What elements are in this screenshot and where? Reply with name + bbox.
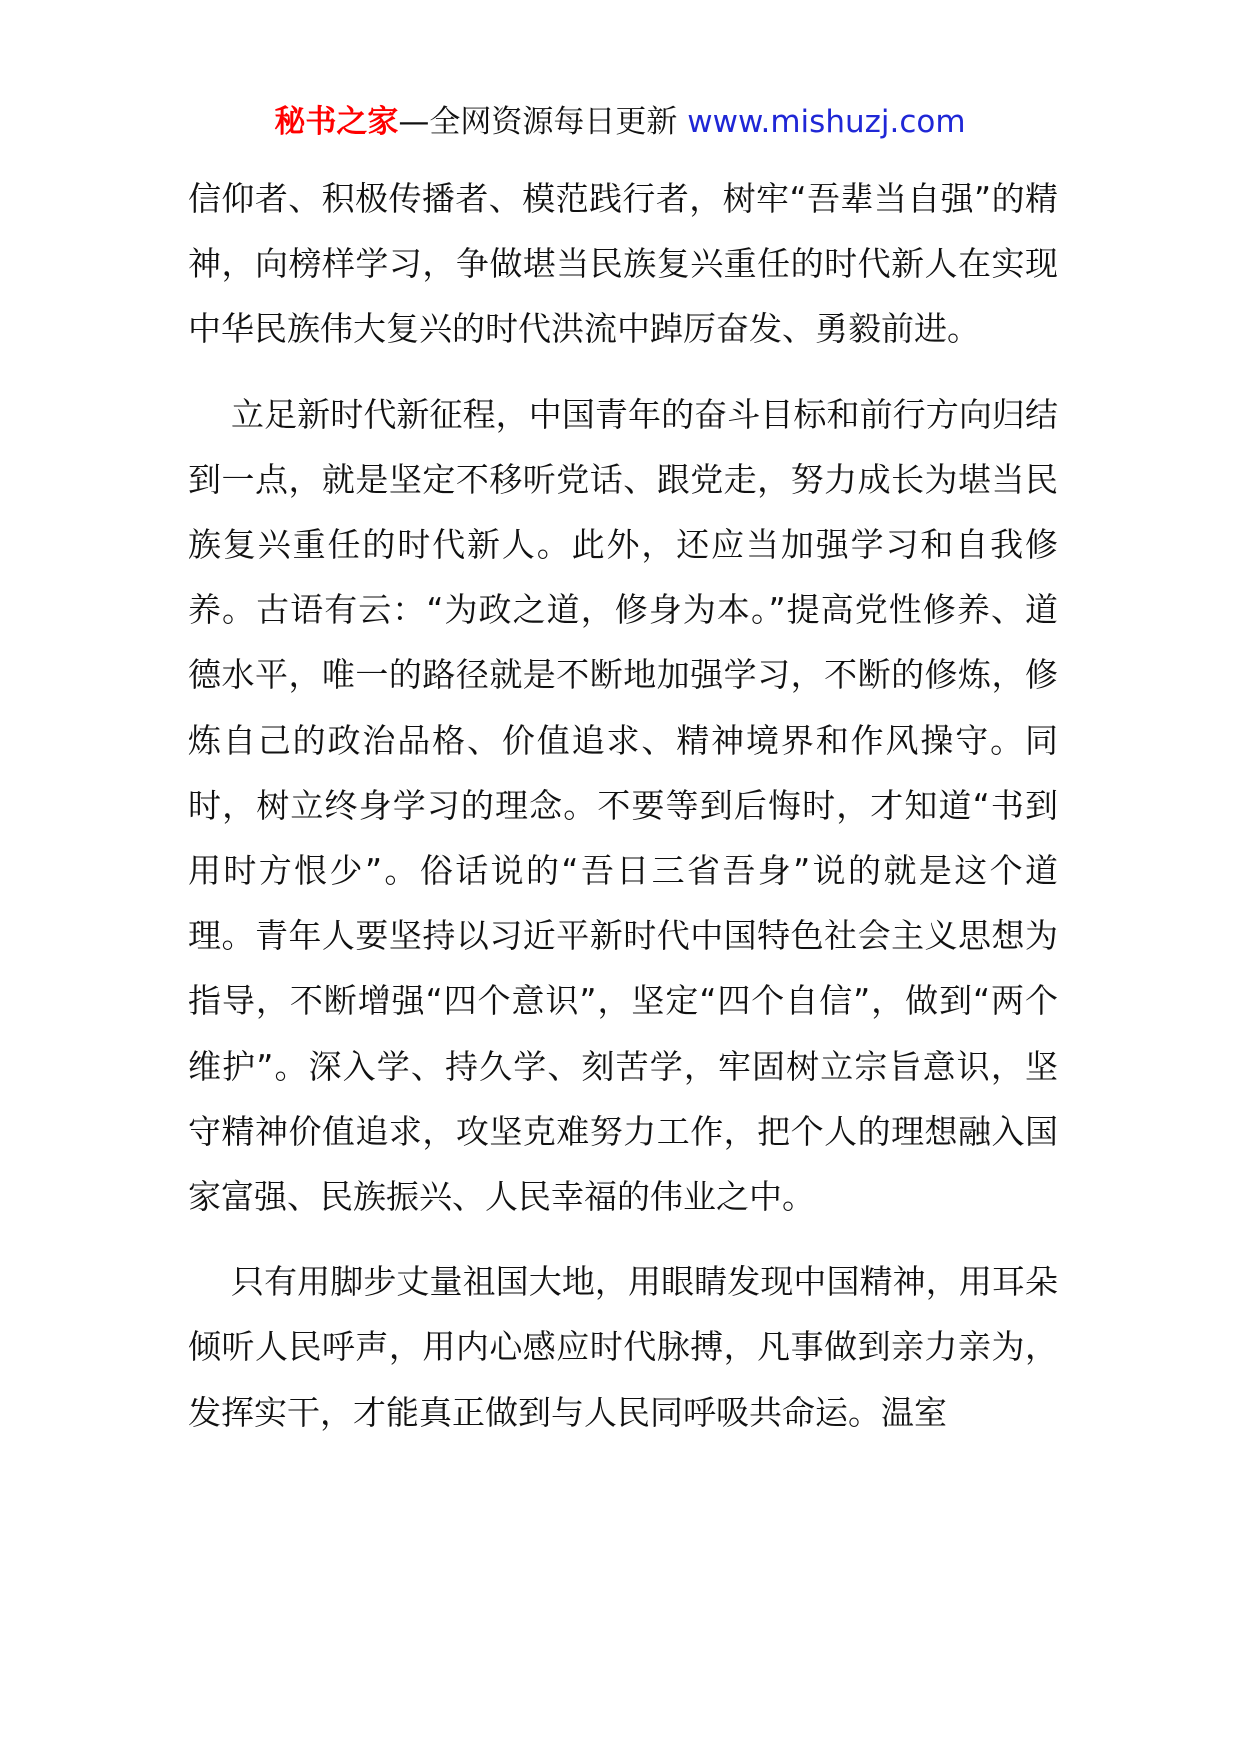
paragraph: 立足新时代新征程，中国青年的奋斗目标和前行方向归结到一点，就是坚定不移听党话、跟党走，努力成长为堪当民族复兴重任的时代新人。此外，还应当加强学习和自我修养。古语有云：“为政之道，修身为本。”提高党性修养、道德水平，唯一的路径就是不断地加强学习，不断的修炼，修炼自己的政治品格、价值追求、精神境界和作风操守。同时，树立终身学习的理念。不要等到后悔时，才知道“书到用时方恨少”。俗话说的“吾日三省吾身”说的就是这个道理。青年人要坚持以习近平新时代中国特色社会主义思想为指导，不断增强“四个意识”，坚定“四个自信”，做到“两个维护”。深入学、持久学、刻苦学，牢固树立宗旨意识，坚守精神价值追求，攻坚克难努力工作，把个人的理想融入国家富强、民族振兴、人民幸福的伟业之中。 <box>188 394 1058 1217</box>
paragraph: 只有用脚步丈量祖国大地，用眼睛发现中国精神，用耳朵倾听人民呼声，用内心感应时代脉搏，凡事做到亲力亲为，发挥实干，才能真正做到与人民同呼吸共命运。温室 <box>188 1262 1058 1432</box>
page-header <box>0 100 1240 144</box>
document-body <box>188 166 1058 1445</box>
header-tagline: —全网资源每日更新 <box>398 104 688 140</box>
paragraph-continued: 信仰者、积极传播者、模范践行者，树牢“吾辈当自强”的精神，向榜样学习，争做堪当民族复兴重任的时代新人在实现中华民族伟大复兴的时代洪流中踔厉奋发、勇毅前进。 <box>188 179 1058 349</box>
brand-name: 秘书之家 <box>274 104 399 140</box>
website-link[interactable]: www.mishuzj.com <box>687 104 966 140</box>
